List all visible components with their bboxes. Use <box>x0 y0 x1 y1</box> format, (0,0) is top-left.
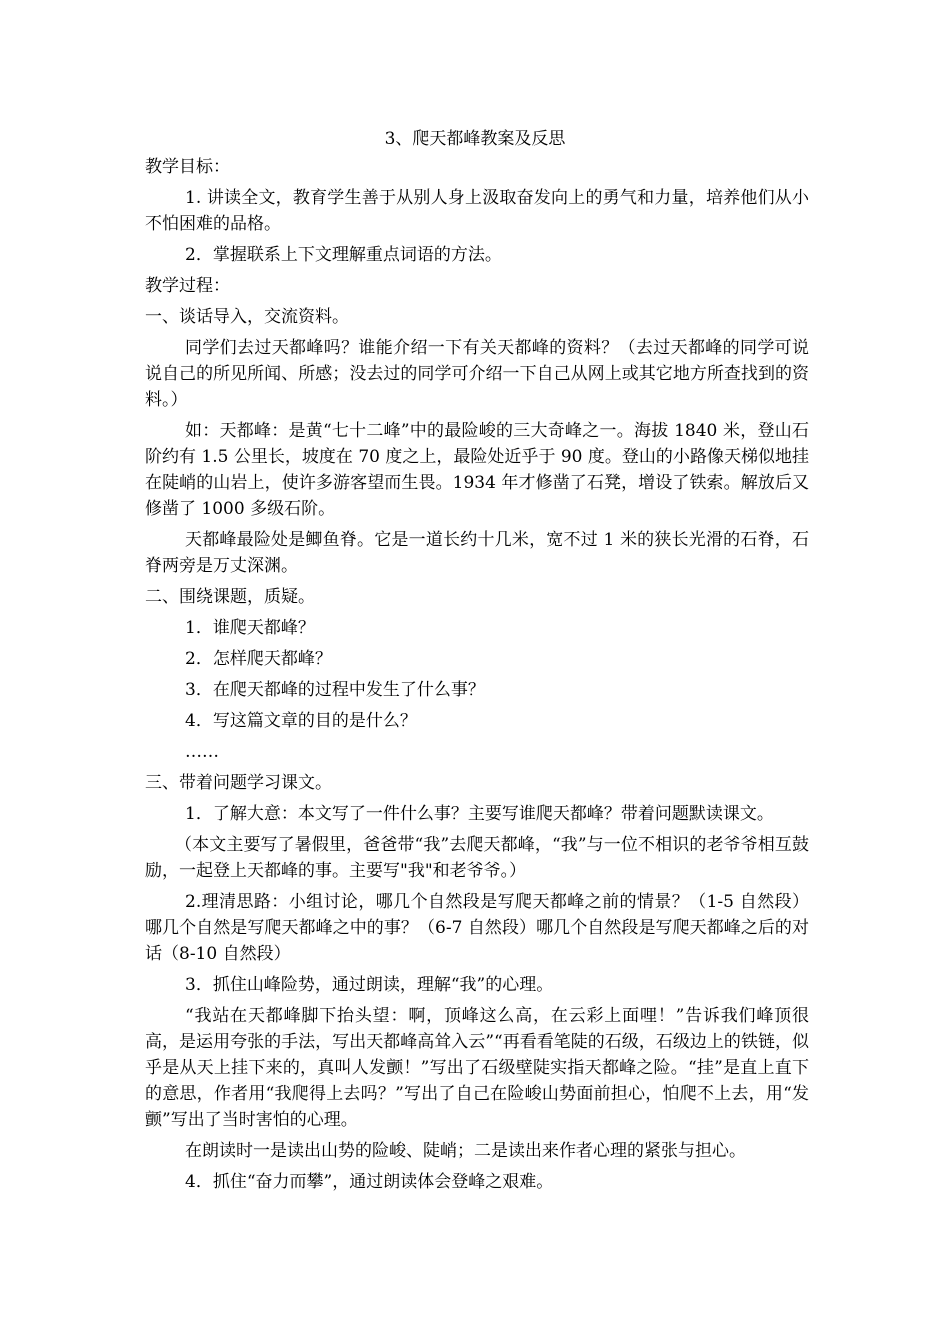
section-1-para-1: 同学们去过天都峰吗？谁能介绍一下有关天都峰的资料？（去过天都峰的同学可说说自己的所见所闻、所感；没去过的同学可介绍一下自己从网上或其它地方所查找到的资料。） <box>145 338 809 410</box>
section-3-para-2: （本文主要写了暑假里，爸爸带“我”去爬天都峰，“我”与一位不相识的老爷爷相互鼓励，一起登上天都峰的事。主要写"我"和老爷爷。） <box>145 835 809 881</box>
goal-1: 1. 讲读全文，教育学生善于从别人身上汲取奋发向上的勇气和力量，培养他们从小不怕困难的品格。 <box>145 188 809 234</box>
ellipsis: …… <box>185 742 219 762</box>
section-3-para-5: “我站在天都峰脚下抬头望：啊，顶峰这么高，在云彩上面哩！”告诉我们峰顶很高，是运用夸张的手法，写出天都峰高耸入云”“再看看笔陡的石级，石级边上的铁链，似乎是从天上挂下来的，真叫人发颤！”写出了石级壁陡实指天都峰之险。“挂”是直上直下的意思，作者用“我爬得上去吗？”写出了自己在险峻山势面前担心，怕爬不上去，用“发颤”写出了当时害怕的心理。 <box>145 1006 809 1130</box>
question-4: 4．写这篇文章的目的是什么？ <box>185 711 417 731</box>
section-3-para-4: 3．抓住山峰险势，通过朗读，理解“我”的心理。 <box>185 975 554 995</box>
document-title: 3、爬天都峰教案及反思 <box>384 129 566 149</box>
question-3: 3．在爬天都峰的过程中发生了什么事？ <box>185 680 485 700</box>
section-3-para-1: 1．了解大意：本文写了一件什么事？主要写谁爬天都峰？带着问题默读课文。 <box>185 804 774 824</box>
section-3-para-6: 在朗读时一是读出山势的险峻、陡峭；二是读出来作者心理的紧张与担心。 <box>185 1141 746 1161</box>
section-3-heading: 三、带着问题学习课文。 <box>145 773 332 793</box>
heading-teaching-goals: 教学目标： <box>145 157 230 177</box>
question-1: 1．谁爬天都峰？ <box>185 618 315 638</box>
section-1-para-3: 天都峰最险处是鲫鱼脊。它是一道长约十几米，宽不过 1 米的狭长光滑的石脊，石脊两旁是万丈深渊。 <box>145 530 809 576</box>
document-body <box>145 154 809 1200</box>
section-3-para-7: 4．抓住“奋力而攀”，通过朗读体会登峰之艰难。 <box>185 1172 554 1192</box>
section-1-para-2: 如：天都峰：是黄“七十二峰”中的最险峻的三大奇峰之一。海拔 1840 米，登山石阶约有 1.5 公里长，坡度在 70 度之上，最险处近乎于 90 度。登山的小路像天梯似地挂在陡峭的山岩上，使许多游客望而生畏。1934 年才修凿了石凳，增设了铁索。解放后又修凿了 1000 多级石阶。 <box>145 421 809 519</box>
section-1-heading: 一、谈话导入，交流资料。 <box>145 307 349 327</box>
question-2: 2．怎样爬天都峰？ <box>185 649 332 669</box>
goal-2: 2．掌握联系上下文理解重点词语的方法。 <box>185 245 502 265</box>
section-2-heading: 二、围绕课题，质疑。 <box>145 587 315 607</box>
section-3-para-3: 2.理清思路：小组讨论，哪几个自然段是写爬天都峰之前的情景？（1-5 自然段）哪几个自然是写爬天都峰之中的事？（6-7 自然段）哪几个自然段是写爬天都峰之后的对话（8-10 自然段） <box>145 892 809 964</box>
heading-teaching-process: 教学过程： <box>145 276 230 296</box>
